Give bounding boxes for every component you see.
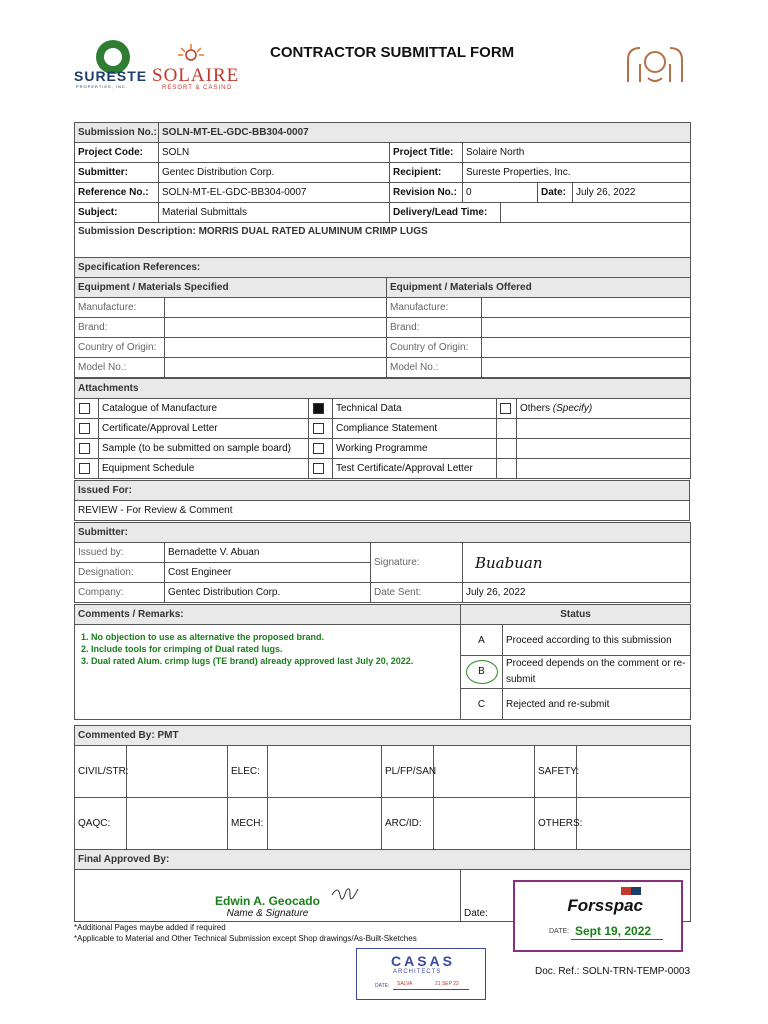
subject-value: Material Submittals: [159, 203, 390, 223]
status-code: C: [461, 689, 503, 720]
attachment-label: Working Programme: [333, 439, 497, 459]
forsspac-stamp: [513, 880, 683, 952]
recipient-label: Recipient:: [390, 163, 463, 183]
casas-reviewer: SALVA: [397, 981, 413, 987]
issued-by-label: Issued by:: [75, 543, 165, 563]
solaire-logo-text: SOLAIRE: [152, 65, 240, 86]
issued-for-table: [74, 480, 690, 521]
status-code: A: [461, 625, 503, 656]
attachments-heading: Attachments: [75, 379, 691, 399]
approver-signature-icon: [330, 883, 366, 903]
sureste-logo-subtext: PROPERTIES, INC.: [76, 84, 128, 89]
discipline-cell: [577, 798, 691, 850]
forsspac-logo-icon: [621, 887, 641, 895]
discipline-label: ARC/ID:: [382, 798, 434, 850]
spec-row-label: Model No.:: [387, 358, 482, 378]
reference-label: Reference No.:: [75, 183, 159, 203]
commented-by-table: [74, 725, 691, 850]
comment-line: 2. Include tools for crimping of Dual rated lugs.: [81, 644, 283, 654]
others-label: Others: [520, 403, 551, 414]
discipline-label: MECH:: [228, 798, 268, 850]
discipline-label: QAQC:: [75, 798, 127, 850]
attachment-label: Sample (to be submitted on sample board): [99, 439, 309, 459]
attachment-empty: [517, 439, 691, 459]
signature-value: Buabuan: [463, 543, 691, 583]
spec-offered-heading: Equipment / Materials Offered: [387, 278, 691, 298]
spec-cell: [482, 298, 691, 318]
discipline-cell: [268, 798, 382, 850]
project-code-label: Project Code:: [75, 143, 159, 163]
attachment-checkbox-checked[interactable]: [309, 399, 333, 419]
delivery-label: Delivery/Lead Time:: [390, 203, 501, 223]
approver-name: Edwin A. Geocado: [215, 894, 320, 908]
commented-by-heading: Commented By: PMT: [75, 726, 691, 746]
company-label: Company:: [75, 583, 165, 603]
discipline-cell: [577, 746, 691, 798]
designation-value: Cost Engineer: [165, 563, 371, 583]
spec-row-label: Manufacture:: [387, 298, 482, 318]
spec-heading: Specification References:: [75, 258, 691, 278]
submitter-label: Submitter:: [75, 163, 159, 183]
revision-value: 0: [463, 183, 538, 203]
final-heading: Final Approved By:: [75, 850, 691, 870]
spec-cell: [482, 358, 691, 378]
forsspac-date-label: DATE:: [549, 928, 570, 935]
revision-label: Revision No.:: [390, 183, 463, 203]
project-code-value: SOLN: [159, 143, 390, 163]
doc-ref: Doc. Ref.: SOLN-TRN-TEMP-0003: [535, 966, 691, 977]
attachment-checkbox[interactable]: [309, 419, 333, 439]
status-text: Rejected and re-submit: [503, 689, 691, 720]
solaire-logo-subtext: RESORT & CASINO: [162, 85, 233, 91]
date-value: July 26, 2022: [573, 183, 691, 203]
submitter-heading: Submitter:: [75, 523, 691, 543]
solaire-sun-icon: [176, 42, 206, 64]
attachment-empty: [497, 419, 517, 439]
casas-name: CASAS: [391, 953, 456, 969]
comments-body: [75, 625, 461, 720]
company-value: Gentec Distribution Corp.: [165, 583, 371, 603]
attachments-table: [74, 378, 691, 479]
casas-date-line: [393, 989, 469, 990]
page-title: CONTRACTOR SUBMITTAL FORM: [270, 44, 515, 61]
spec-row-label: Brand:: [75, 318, 165, 338]
forsspac-date: Sept 19, 2022: [575, 924, 652, 938]
submitter-table: [74, 522, 691, 603]
date-label: Date:: [538, 183, 573, 203]
final-date-label: Date:: [464, 908, 488, 919]
spec-row-label: Country of Origin:: [75, 338, 165, 358]
spec-table: [74, 257, 691, 378]
attachment-checkbox[interactable]: [309, 439, 333, 459]
status-code-circled: B: [466, 660, 498, 684]
casas-subname: ARCHITECTS: [393, 969, 442, 975]
spec-row-label: Brand:: [387, 318, 482, 338]
spec-row-label: Country of Origin:: [387, 338, 482, 358]
submission-table: [74, 122, 691, 259]
attachment-label: Compliance Statement: [333, 419, 497, 439]
attachment-label: Test Certificate/Approval Letter: [333, 459, 497, 479]
delivery-value: [501, 203, 691, 223]
approver-cell: [75, 870, 461, 922]
designation-label: Designation:: [75, 563, 165, 583]
spec-row-label: Model No.:: [75, 358, 165, 378]
attachment-empty: [497, 459, 517, 479]
project-title-label: Project Title:: [390, 143, 463, 163]
spec-cell: [165, 338, 387, 358]
attachment-empty: [517, 419, 691, 439]
attachment-label: Catalogue of Manufacture: [99, 399, 309, 419]
issued-for-value: REVIEW - For Review & Comment: [75, 501, 690, 521]
emblem-icon: [622, 42, 688, 86]
spec-cell: [165, 318, 387, 338]
attachment-checkbox[interactable]: [75, 439, 99, 459]
footer-note-1: *Additional Pages maybe added if required: [74, 923, 226, 932]
recipient-value: Sureste Properties, Inc.: [463, 163, 691, 183]
discipline-label: PL/FP/SAN: [382, 746, 434, 798]
discipline-label: CIVIL/STR:: [75, 746, 127, 798]
discipline-label: ELEC:: [228, 746, 268, 798]
status-heading: Status: [461, 605, 691, 625]
project-title-value: Solaire North: [463, 143, 691, 163]
spec-row-label: Manufacture:: [75, 298, 165, 318]
discipline-label: SAFETY:: [535, 746, 577, 798]
submitter-value: Gentec Distribution Corp.: [159, 163, 390, 183]
footer-note-2: *Applicable to Material and Other Technical Submission except Shop drawings/As-Built-Sketches: [74, 934, 417, 943]
discipline-label: OTHERS:: [535, 798, 577, 850]
forsspac-date-line: [571, 939, 663, 940]
attachment-checkbox[interactable]: [309, 459, 333, 479]
attachment-label: Certificate/Approval Letter: [99, 419, 309, 439]
issued-for-heading: Issued For:: [75, 481, 690, 501]
attachment-label: Equipment Schedule: [99, 459, 309, 479]
subject-label: Subject:: [75, 203, 159, 223]
casas-date-label: DATE:: [375, 983, 390, 989]
casas-stamp: [356, 948, 486, 1000]
discipline-cell: [268, 746, 382, 798]
submission-no-label: Submission No.:: [75, 123, 159, 143]
signature-label: Signature:: [371, 543, 463, 583]
comments-table: [74, 604, 691, 720]
name-signature-label: Name & Signature: [226, 908, 309, 919]
date-sent-value: July 26, 2022: [463, 583, 691, 603]
spec-cell: [482, 318, 691, 338]
status-code-selected: [461, 656, 503, 689]
status-text: Proceed depends on the comment or re-submit: [503, 656, 691, 689]
attachment-checkbox[interactable]: [75, 399, 99, 419]
spec-cell: [482, 338, 691, 358]
forsspac-name: Forsspac: [567, 896, 643, 915]
discipline-cell: [127, 746, 228, 798]
attachment-label: Technical Data: [333, 399, 497, 419]
sureste-logo-text: SURESTE: [74, 68, 148, 84]
attachment-empty: [497, 439, 517, 459]
issued-by-value: Bernadette V. Abuan: [165, 543, 371, 563]
comment-line: 3. Dual rated Alum. crimp lugs (TE brand) already approved last July 20, 2022.: [81, 656, 414, 666]
spec-cell: [165, 358, 387, 378]
comment-line: 1. No objection to use as alternative the proposed brand.: [81, 632, 325, 642]
discipline-cell: [434, 746, 535, 798]
others-specify: (Specify): [552, 403, 593, 414]
comments-heading: Comments / Remarks:: [75, 605, 461, 625]
spec-specified-heading: Equipment / Materials Specified: [75, 278, 387, 298]
status-text: Proceed according to this submission: [503, 625, 691, 656]
attachment-checkbox[interactable]: [497, 399, 517, 419]
attachment-checkbox[interactable]: [75, 459, 99, 479]
attachment-checkbox[interactable]: [75, 419, 99, 439]
submission-description: Submission Description: MORRIS DUAL RATED ALUMINUM CRIMP LUGS: [75, 223, 691, 259]
reference-value: SOLN-MT-EL-GDC-BB304-0007: [159, 183, 390, 203]
attachment-empty: [517, 459, 691, 479]
attachment-others: [517, 399, 691, 419]
discipline-cell: [127, 798, 228, 850]
spec-cell: [165, 298, 387, 318]
date-sent-label: Date Sent:: [371, 583, 463, 603]
submission-no-value: SOLN-MT-EL-GDC-BB304-0007: [159, 123, 691, 143]
casas-date: 21 SEP 22: [435, 981, 459, 987]
discipline-cell: [434, 798, 535, 850]
